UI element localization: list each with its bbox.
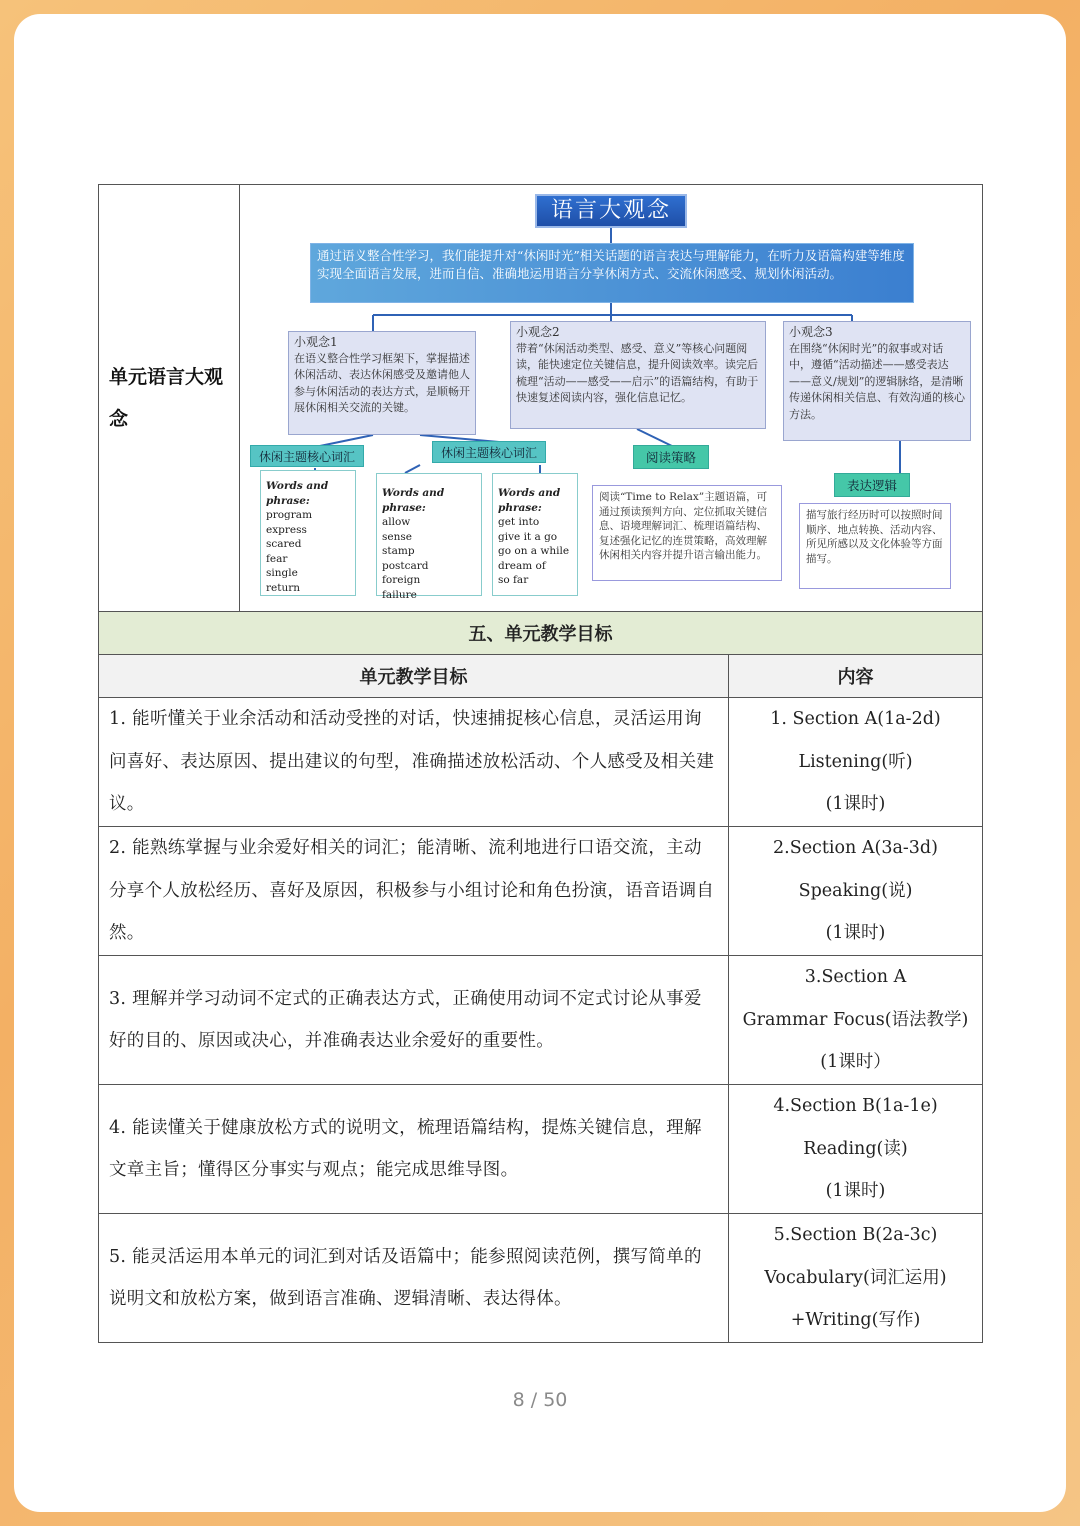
word-item: sense	[382, 530, 412, 543]
word-item: postcard	[382, 559, 429, 572]
sub-concept-1	[288, 331, 476, 435]
content-hours: +Writing(写作)	[790, 1310, 921, 1331]
goal-text-3: 3. 理解并学习动词不定式的正确表达方式，正确使用动词不定式讨论从事爱好的目的、原因或决心，并准确表达业余爱好的重要性。	[99, 956, 729, 1085]
sub-concept-2-text: 带着“休闲活动类型、感受、意义”等核心问题阅读，能快速定位关键信息，提升阅读效率。读完后梳理“活动——感受——启示”的语篇结构，有助于快速复述阅读内容，强化信息记忆。	[516, 341, 759, 404]
content-section: 4.Section B(1a-1e)	[773, 1096, 938, 1117]
language-concept-row	[99, 185, 983, 612]
sub-concept-3-title: 小观念3	[789, 325, 833, 339]
word-item: stamp	[382, 545, 415, 557]
goal-content-5	[729, 1214, 983, 1343]
word-item: so far	[498, 574, 529, 586]
content-hours: (1课时）	[820, 1052, 891, 1073]
word-list-2	[376, 473, 482, 601]
content-section: 1. Section A(1a-2d)	[770, 709, 941, 730]
word-item: dream of	[498, 559, 546, 572]
word-item: go on a while	[498, 545, 570, 557]
document-page	[14, 14, 1066, 1512]
word-item: get into	[498, 516, 540, 528]
goals-header-row	[99, 655, 983, 698]
word-item: foreign	[382, 574, 421, 586]
expression-logic-note: 描写旅行经历时可以按照时间顺序、地点转换、活动内容、所见所感以及文化体验等方面描写。	[799, 503, 951, 589]
word-list-3	[492, 473, 578, 596]
goal-text-4: 4. 能读懂关于健康放松方式的说明文，梳理语篇结构，提炼关键信息，理解文章主旨；懂得区分事实与观点；能完成思维导图。	[99, 1085, 729, 1214]
mind-map-cell	[240, 185, 983, 612]
content-hours: (1课时)	[825, 923, 886, 944]
word-item: program	[266, 509, 313, 521]
word-item: single	[266, 567, 298, 579]
content-section: 2.Section A(3a-3d)	[773, 838, 938, 859]
goal-row-3	[99, 956, 983, 1085]
word-item: scared	[266, 538, 302, 550]
goal-row-1	[99, 698, 983, 827]
word-item: express	[266, 523, 307, 536]
goal-text-2: 2. 能熟练掌握与业余爱好相关的词汇；能清晰、流利地进行口语交流，主动分享个人放松经历、喜好及原因，积极参与小组讨论和角色扮演，语音语调自然。	[99, 827, 729, 956]
vocab-tag-2: 休闲主题核心词汇	[432, 441, 546, 463]
word-list-1	[260, 470, 356, 596]
expression-logic-tag: 表达逻辑	[834, 473, 910, 497]
word-item: failure	[382, 588, 417, 601]
reading-strategy-note: 阅读“Time to Relax”主题语篇，可通过预读预判方向、定位抓取关键信息、语境理解词汇、梳理语篇结构、复述强化记忆的连贯策略，高效理解休闲相关内容并提升语言输出能力。	[592, 485, 782, 581]
sub-concept-1-text: 在语义整合性学习框架下，掌握描述休闲活动、表达休闲感受及邀请他人参与休闲活动的表达方式，是顺畅开展休闲相关交流的关键。	[294, 351, 470, 414]
row-label-text: 单元语言大观念	[109, 366, 224, 430]
content-skill: Grammar Focus(语法教学)	[742, 1009, 969, 1030]
goal-content-3	[729, 956, 983, 1085]
row-label	[99, 185, 240, 612]
section-title: 五、单元教学目标	[99, 612, 983, 655]
sub-concept-2	[510, 321, 766, 429]
word-item: allow	[382, 516, 411, 528]
page-indicator: 8 / 50	[512, 1389, 568, 1411]
section-title-row	[99, 612, 983, 655]
sub-concept-2-title: 小观念2	[516, 325, 560, 339]
goal-row-2	[99, 827, 983, 956]
sub-concept-3-text: 在围绕“休闲时光”的叙事或对话中，遵循“活动描述——感受表达——意义/规划”的逻辑脉络，是清晰传递休闲相关信息、有效沟通的核心方法。	[789, 341, 965, 421]
sub-concept-3	[783, 321, 971, 441]
content-hours: (1课时)	[825, 794, 886, 815]
content-section: 5.Section B(2a-3c)	[773, 1225, 938, 1246]
content-column-header: 内容	[729, 655, 983, 698]
sub-concept-1-title: 小观念1	[294, 335, 338, 349]
goal-content-4	[729, 1085, 983, 1214]
word-item: give it a go	[498, 530, 558, 543]
content-skill: Vocabulary(词汇运用)	[764, 1267, 947, 1288]
unit-table	[98, 184, 983, 1343]
word-list-1-heading: Words and phrase:	[266, 480, 329, 507]
word-item: return	[266, 581, 300, 594]
content-skill: Speaking(说)	[798, 880, 913, 901]
content-hours: (1课时)	[825, 1181, 886, 1202]
goal-content-2	[729, 827, 983, 956]
goal-row-5	[99, 1214, 983, 1343]
vocab-tag-1: 休闲主题核心词汇	[250, 445, 364, 467]
word-list-3-heading: Words and phrase:	[498, 487, 561, 514]
mind-map-title: 语言大观念	[535, 194, 687, 228]
content-skill: Reading(读)	[803, 1138, 908, 1159]
content-section: 3.Section A	[804, 967, 907, 988]
reading-strategy-tag: 阅读策略	[633, 445, 709, 469]
word-item: fear	[266, 552, 288, 565]
big-concept-box: 通过语义整合性学习，我们能提升对“休闲时光”相关话题的语言表达与理解能力，在听力及语篇构建等维度实现全面语言发展，进而自信、准确地运用语言分享休闲方式、交流休闲感受、规划休闲活动。	[310, 243, 914, 303]
goal-column-header: 单元教学目标	[99, 655, 729, 698]
goal-content-1	[729, 698, 983, 827]
goal-text-1: 1. 能听懂关于业余活动和活动受挫的对话，快速捕捉核心信息，灵活运用询问喜好、表达原因、提出建议的句型，准确描述放松活动、个人感受及相关建议。	[99, 698, 729, 827]
content-skill: Listening(听)	[798, 751, 913, 772]
word-list-2-heading: Words and phrase:	[382, 487, 445, 514]
goal-row-4	[99, 1085, 983, 1214]
mind-map	[240, 185, 980, 612]
goal-text-5: 5. 能灵活运用本单元的词汇到对话及语篇中；能参照阅读范例，撰写简单的说明文和放松方案，做到语言准确、逻辑清晰、表达得体。	[99, 1214, 729, 1343]
